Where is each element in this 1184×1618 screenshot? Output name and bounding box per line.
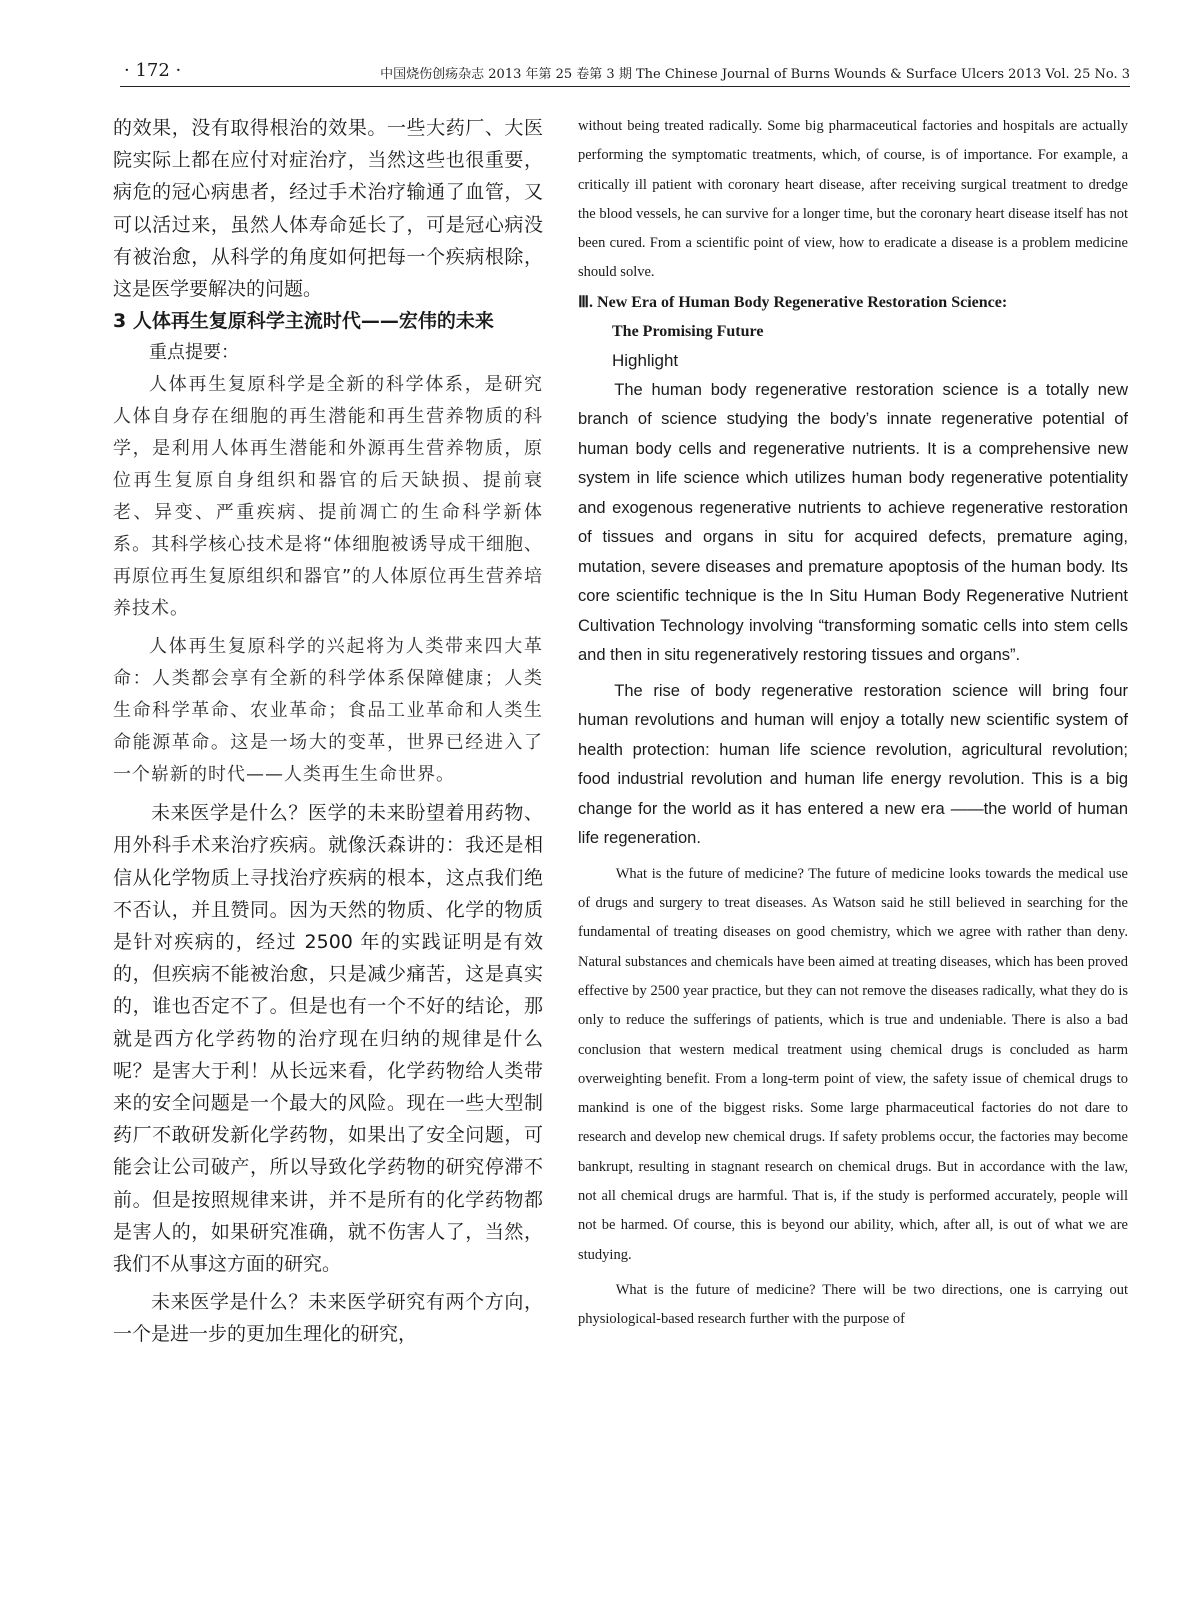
english-column bbox=[578, 112, 1128, 1335]
en-paragraph-two-directions: What is the future of medicine? There will be two directions, one is carrying out physiological-based research further with the purpose of bbox=[578, 1281, 1128, 1328]
en-highlight-label: Highlight bbox=[612, 350, 679, 370]
chinese-column bbox=[113, 112, 543, 1351]
cn-highlight-label: 重点提要： bbox=[149, 342, 239, 364]
en-paragraph-future-medicine: What is the future of medicine? The future of medicine looks towards the medical use of drugs and surgery to treat diseases. As Watson said he still believed in searching for the fundamental of treating diseases on good chemistry, which we agree with rather than deny. Natural substances and chemicals have been aimed at treating diseases, which has been proved effective by 2500 year practice, but they can not remove the diseases radically, what they do is only to reduce the sufferings of patients, which is true and undeniable. There is also a bad conclusion that western medical treatment using chemical drugs is concluded as harm overweighting benefit. From a long-term point of view, the safety issue of chemical drugs to mankind is one of the biggest risks. Some large pharmaceutical factories do not dare to research and develop new chemical drugs. If safety problems occur, the factories may become bankrupt, resulting in stagnant research on chemical drugs. But in accordance with the law, not all chemical drugs are harmful. That is, if the study is performed accurately, people will not be harmed. Of course, this is beyond our ability, which, after all, is out of what we are studying. bbox=[578, 865, 1128, 1263]
en-highlight-paragraph-2: The rise of body regenerative restoration science will bring four human revolutions and human will enjoy a totally new scientific system of health protection: human life science revolution, agricultural revolution; food industrial revolution and human life energy revolution. This is a big change for the world as it has entered a new era ——the world of human life regeneration. bbox=[578, 681, 1128, 848]
en-paragraph-continued: without being treated radically. Some big pharmaceutical factories and hospitals are actually performing the symptomatic treatments, which, of course, is of importance. For example, a critically ill patient with coronary heart disease, after receiving surgical treatment to dredge the blood vessels, he can survive for a longer time, but the coronary heart disease itself has not been cured. From a scientific point of view, how to eradicate a disease is a problem medicine should solve. bbox=[578, 118, 1128, 281]
cn-section-heading: 3 人体再生复原科学主流时代——宏伟的未来 bbox=[113, 310, 494, 333]
en-highlight-paragraph-1: The human body regenerative restoration science is a totally new branch of science studying the body’s innate regenerative potential of human body cells and regenerative nutrients. It is a comprehensive new system in life science which utilizes human body regenerative potentiality and exogenous regenerative nutrients to achieve regenerative restoration of tissues and organs in situ for acquired defects, premature aging, mutation, severe diseases and premature apoptosis of the human body. Its core scientific technique is the In Situ Human Body Regenerative Nutrient Cultivation Technology involving “transforming somatic cells into stem cells and then in situ regeneratively restoring tissues and organs”. bbox=[578, 380, 1128, 665]
cn-paragraph-two-directions: 未来医学是什么？未来医学研究有两个方向，一个是进一步的更加生理化的研究， bbox=[113, 1291, 543, 1346]
en-section-heading bbox=[578, 288, 1128, 346]
journal-running-title: 中国烧伤创疡杂志 2013 年第 25 卷第 3 期 The Chinese Journal of Burns Wounds & Surface Ulcers 2013 Vol. 25 No. 3 bbox=[380, 67, 1130, 82]
cn-paragraph-continued: 的效果，没有取得根治的效果。一些大药厂、大医院实际上都在应付对症治疗，当然这些也很重要，病危的冠心病患者，经过手术治疗输通了血管，又可以活过来，虽然人体寿命延长了，可是冠心病没有被治愈，从科学的角度如何把每一个疾病根除，这是医学要解决的问题。 bbox=[113, 117, 543, 301]
cn-highlight-paragraph-2: 人体再生复原科学的兴起将为人类带来四大革命：人类都会享有全新的科学体系保障健康；人类生命科学革命、农业革命；食品工业革命和人类生命能源革命。这是一场大的变革，世界已经进入了一个崭新的时代——人类再生生命世界。 bbox=[113, 636, 543, 786]
cn-paragraph-future-medicine: 未来医学是什么？医学的未来盼望着用药物、用外科手术来治疗疾病。就像沃森讲的：我还是相信从化学物质上寻找治疗疾病的根本，这点我们绝不否认，并且赞同。因为天然的物质、化学的物质是针对疾病的，经过 2500 年的实践证明是有效的，但疾病不能被治愈，只是减少痛苦，这是真实的，谁也否定不了。但是也有一个不好的结论，那就是西方化学药物的治疗现在归纳的规律是什么呢？是害大于利！从长远来看，化学药物给人类带来的安全问题是一个最大的风险。现在一些大型制药厂不敢研发新化学药物，如果出了安全问题，可能会让公司破产，所以导致化学药物的研究停滞不前。但是按照规律来讲，并不是所有的化学药物都是害人的，如果研究准确，就不伤害人了，当然，我们不从事这方面的研究。 bbox=[113, 802, 543, 1276]
running-header bbox=[120, 60, 1130, 87]
en-section-heading-line-2: The Promising Future bbox=[612, 322, 764, 340]
en-section-heading-line-1: Ⅲ. New Era of Human Body Regenerative Restoration Science: bbox=[578, 293, 1008, 311]
cn-highlight-paragraph-1: 人体再生复原科学是全新的科学体系，是研究人体自身存在细胞的再生潜能和再生营养物质的科学，是利用人体再生潜能和外源再生营养物质，原位再生复原自身组织和器官的后天缺损、提前衰老、异变、严重疾病、提前凋亡的生命科学新体系。其科学核心技术是将“体细胞被诱导成干细胞、再原位再生复原组织和器官”的人体原位再生营养培养技术。 bbox=[113, 374, 543, 620]
page-number: · 172 · bbox=[124, 60, 182, 81]
